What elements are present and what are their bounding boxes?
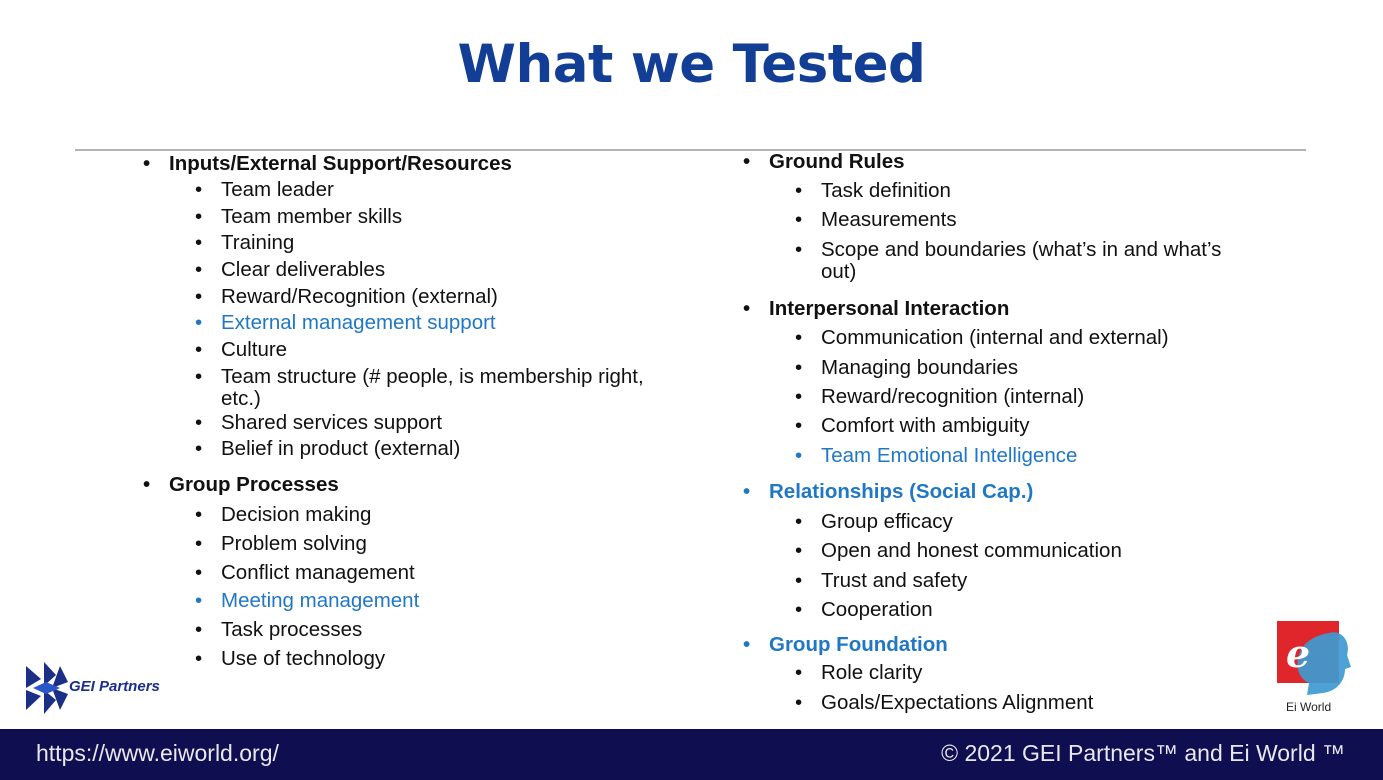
- list-item: [195, 437, 461, 460]
- list-item: [795, 326, 1169, 349]
- ei-world-logo-text: Ei World: [1286, 700, 1332, 714]
- list-item-text: Cooperation: [821, 598, 933, 621]
- bullet-icon: •: [795, 414, 803, 437]
- list-item-text: External management support: [221, 311, 496, 334]
- list-item-text: Reward/Recognition (external): [221, 285, 498, 308]
- list-item: [795, 444, 1078, 467]
- bullet-icon: •: [743, 297, 751, 320]
- bullet-icon: •: [795, 444, 803, 467]
- bullet-icon: •: [795, 691, 803, 714]
- list-item: [195, 285, 498, 308]
- bullet-icon: •: [795, 569, 803, 592]
- bullet-icon: •: [195, 205, 203, 228]
- list-item-text: Problem solving: [221, 532, 367, 555]
- bullet-icon: •: [795, 179, 803, 202]
- list-item: [195, 618, 363, 641]
- bullet-icon: •: [195, 311, 203, 334]
- list-item: [195, 231, 295, 254]
- list-item: [795, 569, 968, 592]
- section-heading: [743, 297, 1010, 320]
- list-item-text: Managing boundaries: [821, 356, 1019, 379]
- footer-copyright: © 2021 GEI Partners™ and Ei World ™: [941, 740, 1345, 766]
- bullet-icon: •: [795, 385, 803, 408]
- bullet-icon: •: [743, 633, 751, 656]
- bullet-icon: •: [195, 561, 203, 584]
- bullet-icon: •: [195, 365, 203, 388]
- bullet-icon: •: [195, 231, 203, 254]
- section-heading-text: Relationships (Social Cap.): [769, 480, 1034, 503]
- bullet-icon: •: [195, 411, 203, 434]
- footer-bar: [0, 729, 1383, 780]
- bullet-icon: •: [795, 661, 803, 684]
- section-heading: [143, 473, 339, 496]
- list-item-text: Measurements: [821, 208, 957, 231]
- list-item-text: Group efficacy: [821, 510, 953, 533]
- list-item: [195, 258, 386, 281]
- list-item: [795, 356, 1019, 379]
- section-heading-text: Group Foundation: [769, 633, 948, 656]
- list-item-text: Task processes: [221, 618, 363, 641]
- bullet-icon: •: [795, 326, 803, 349]
- bullet-icon: •: [195, 618, 203, 641]
- svg-text:e: e: [1286, 631, 1311, 676]
- bullet-icon: •: [795, 539, 803, 562]
- bullet-icon: •: [195, 532, 203, 555]
- slide-title: What we Tested: [457, 34, 926, 95]
- ei-world-logo-icon: [1277, 621, 1352, 701]
- list-item-text: Shared services support: [221, 411, 443, 434]
- list-item-text: Clear deliverables: [221, 258, 386, 281]
- footer-url: https://www.eiworld.org/: [36, 740, 279, 766]
- list-item-text: Use of technology: [221, 647, 386, 670]
- list-item-text: Decision making: [221, 503, 372, 526]
- list-item: [195, 178, 334, 201]
- bullet-icon: •: [143, 152, 151, 175]
- list-item-text: Team Emotional Intelligence: [821, 444, 1078, 467]
- list-item: [795, 598, 933, 621]
- list-item: [795, 385, 1085, 408]
- list-item-text: Conflict management: [221, 561, 415, 584]
- list-item: [795, 661, 923, 684]
- bullet-icon: •: [195, 589, 203, 612]
- bullet-icon: •: [195, 338, 203, 361]
- list-item-text: Reward/recognition (internal): [821, 385, 1085, 408]
- list-item: [795, 179, 951, 202]
- bullet-icon: •: [143, 473, 151, 496]
- list-item-text: Culture: [221, 338, 288, 361]
- section-heading-text: Ground Rules: [769, 150, 905, 173]
- list-item: [195, 205, 403, 228]
- list-item: [195, 647, 386, 670]
- list-item-text: Training: [221, 231, 295, 254]
- list-item: [195, 311, 496, 334]
- bullet-icon: •: [195, 258, 203, 281]
- list-item-text: Comfort with ambiguity: [821, 414, 1030, 437]
- bullet-icon: •: [195, 437, 203, 460]
- bullet-icon: •: [795, 598, 803, 621]
- section-heading: [143, 152, 512, 175]
- list-item: [195, 532, 367, 555]
- list-item-text: Trust and safety: [821, 569, 968, 592]
- list-item-text: Scope and boundaries (what’s in and what’s out): [821, 238, 1222, 283]
- bullet-icon: •: [795, 356, 803, 379]
- list-item-text: Role clarity: [821, 661, 923, 684]
- section-heading: [743, 633, 948, 656]
- gei-partners-logo-text: GEI Partners: [69, 678, 160, 695]
- bullet-icon: •: [195, 503, 203, 526]
- list-item-text: Open and honest communication: [821, 539, 1122, 562]
- bullet-icon: •: [795, 208, 803, 231]
- list-item: [195, 338, 288, 361]
- list-item: [795, 414, 1030, 437]
- list-item: [195, 365, 666, 410]
- list-item: [195, 561, 415, 584]
- section-heading: [743, 480, 1034, 503]
- bullet-icon: •: [743, 150, 751, 173]
- list-item-text: Communication (internal and external): [821, 326, 1169, 349]
- list-item: [795, 238, 1241, 283]
- list-item: [195, 589, 420, 612]
- list-item: [795, 691, 1094, 714]
- list-item-text: Team member skills: [221, 205, 403, 228]
- list-item-text: Belief in product (external): [221, 437, 461, 460]
- bullet-icon: •: [795, 510, 803, 533]
- section-heading-text: Group Processes: [169, 473, 339, 496]
- list-item: [795, 539, 1122, 562]
- bullet-icon: •: [195, 178, 203, 201]
- list-item: [195, 411, 443, 434]
- list-item-text: Task definition: [821, 179, 951, 202]
- bullet-icon: •: [195, 285, 203, 308]
- section-heading: [743, 150, 905, 173]
- bullet-icon: •: [195, 647, 203, 670]
- bullet-icon: •: [795, 238, 803, 261]
- list-item-text: Team leader: [221, 178, 334, 201]
- list-item: [795, 208, 957, 231]
- list-item-text: Goals/Expectations Alignment: [821, 691, 1094, 714]
- list-item-text: Meeting management: [221, 589, 420, 612]
- bullet-icon: •: [743, 480, 751, 503]
- list-item: [795, 510, 953, 533]
- title-divider: [75, 149, 1306, 151]
- list-item: [195, 503, 372, 526]
- section-heading-text: Interpersonal Interaction: [769, 297, 1010, 320]
- list-item-text: Team structure (# people, is membership right, etc.): [221, 365, 644, 410]
- section-heading-text: Inputs/External Support/Resources: [169, 152, 512, 175]
